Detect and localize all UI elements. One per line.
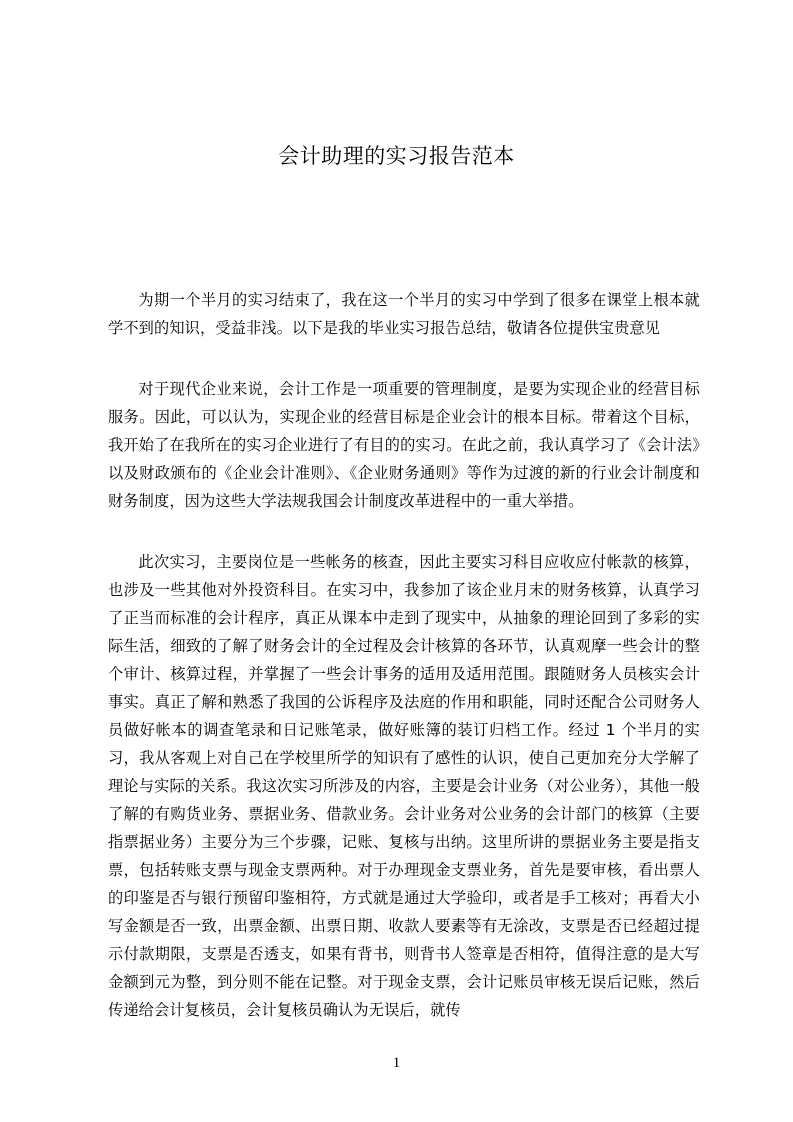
paragraph-accounting-goals: 对于现代企业来说，会计工作是一项重要的管理制度，是要为实现企业的经营目标服务。因此，可以认为，实现企业的经营目标是企业会计的根本目标。带着这个目标，我开始了在我所在的实习企业进行了有目的的实习。在此之前，我认真学习了《会计法》以及财政颁布的《企业会计准则》、《企业财务通则》等作为过渡的新的行业会计制度和财务制度，因为这些大学法规我国会计制度改革进程中的一重大举措。 bbox=[108, 380, 700, 510]
document-body bbox=[108, 286, 700, 1024]
page-number: 1 bbox=[392, 1055, 401, 1071]
paragraph-internship-details: 此次实习，主要岗位是一些帐务的核查，因此主要实习科目应收应付帐款的核算，也涉及一些其他对外投资科目。在实习中，我参加了该企业月末的财务核算，认真学习了正当而标准的会计程序，真正从课本中走到了现实中，从抽象的理论回到了多彩的实际生活，细致的了解了财务会计的全过程及会计核算的各环节，认真观摩一些会计的整个审计、核算过程，并掌握了一些会计事务的适用及适用范围。跟随财务人员核实会计事实。真正了解和熟悉了我国的公诉程序及法庭的作用和职能，同时还配合公司财务人员做好帐本的调查笔录和日记账笔录，做好账簿的装订归档工作。经过 1 个半月的实习，我从客观上对自己在学校里所学的知识有了感性的认识，使自己更加充分大学解了理论与实际的关系。我这次实习所涉及的内容，主要是会计业务（对公业务），其他一般了解的有购货业务、票据业务、借款业务。会计业务对公业务的会计部门的核算（主要指票据业务）主要分为三个步骤，记账、复核与出纳。这里所讲的票据业务主要是指支票，包括转账支票与现金支票两种。对于办理现金支票业务，首先是要审核，看出票人的印鉴是否与银行预留印鉴相符，方式就是通过大学验印，或者是手工核对；再看大小写金额是否一致，出票金额、出票日期、收款人要素等有无涂改，支票是否已经超过提示付款期限，支票是否透支，如果有背书，则背书人签章是否相符，值得注意的是大写金额到元为整，到分则不能在记整。对于现金支票，会计记账员审核无误后记账，然后传递给会计复核员，会计复核员确认为无误后，就传 bbox=[108, 553, 700, 1019]
document-title: 会计助理的实习报告范本 bbox=[278, 144, 515, 168]
paragraph-intro: 为期一个半月的实习结束了，我在这一个半月的实习中学到了很多在课堂上根本就学不到的知识，受益非浅。以下是我的毕业实习报告总结，敬请各位提供宝贵意见 bbox=[108, 291, 700, 337]
